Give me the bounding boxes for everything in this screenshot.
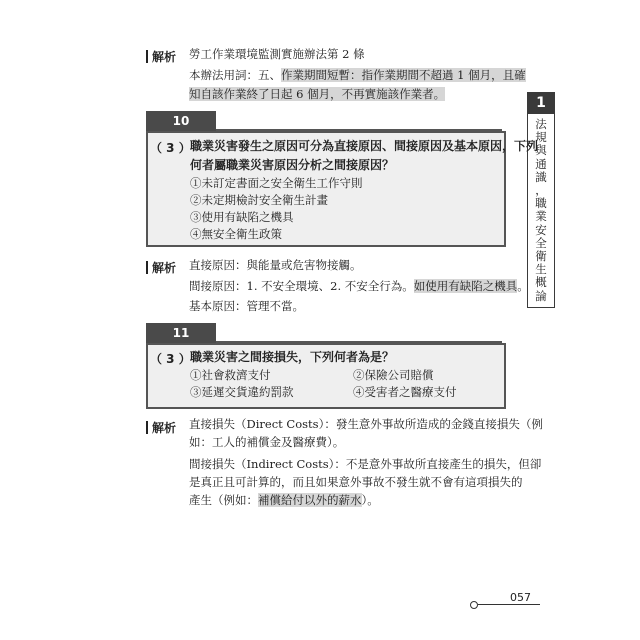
analysis-2-line-2 [189,276,529,297]
analysis-1-line-1: 勞工作業環境監測實施辦法第 2 條 [189,47,365,61]
question-11-rule [216,341,502,343]
chapter-title-char: 規 [535,130,547,145]
question-11-box [146,326,506,409]
question-10-number: 10 [146,111,216,131]
analysis-label-3: 解析 [146,419,176,436]
analysis-1-line-2-prefix: 本辦法用詞：五、 [189,68,281,82]
question-10-option-3: ③使用有缺陷之機具 [190,210,294,224]
chapter-title-char: 法 [535,117,547,131]
chapter-title-char: 職 [535,196,547,211]
question-10-box [146,114,539,247]
question-10-stem-line-2: 何者屬職業災害原因分析之間接原因？ [190,158,395,172]
question-11-option-2: ②保險公司賠償 [353,368,434,382]
analysis-3-p2-line-1: 間接損失（Indirect Costs）：不是意外事故所直接產生的損失，但卻 [189,457,542,471]
question-11-answer: （ 3 ） [150,352,191,366]
analysis-2-highlight: 如使用有缺陷之機具 [413,279,518,293]
question-11-option-3: ③延遲交貨違約罰款 [190,385,294,399]
chapter-title-char: 與 [535,143,547,158]
analysis-3-p2-line-2: 是真正且可計算的，而且如果意外事故不發生就不會有這項損失的 [189,475,523,489]
footer-circle-icon [470,601,478,609]
chapter-title-char: 衛 [535,249,547,264]
question-10-option-4: ④無安全衛生政策 [190,227,282,241]
question-10-stem-line-1: 職業災害發生之原因可分為直接原因、間接原因及基本原因，下列 [190,139,539,153]
analysis-1-line-2 [189,65,526,86]
page-footer [470,591,542,608]
analysis-1-highlight-b: 知自該作業終了日起 6 個月，不再實施該作業者。 [189,87,446,101]
chapter-title-char: 全 [535,235,547,250]
analysis-2-line-3: 基本原因：管理不當。 [189,299,304,313]
chapter-title-char: 識 [535,169,547,184]
question-11-option-4: ④受害者之醫療支付 [353,385,457,399]
analysis-3-line-3-suffix: ）。 [361,493,379,507]
chapter-title-char: 安 [535,222,547,237]
analysis-1-line-3 [189,84,445,105]
analysis-2-line-1: 直接原因：與能量或危害物接觸。 [189,258,362,272]
question-11-option-1: ①社會救濟支付 [190,368,271,382]
question-10-answer: （ 3 ） [150,141,191,155]
chapter-tab [527,92,555,308]
analysis-label-2: 解析 [146,259,176,276]
analysis-3-p2-line-3 [189,490,379,511]
analysis-2-line-2-suffix: 。 [517,279,529,293]
page-number: 057 [510,591,531,604]
question-10-option-1: ①未訂定書面之安全衛生工作守則 [190,176,363,190]
question-10-rule [216,129,502,131]
analysis-3-p1-line-1: 直接損失（Direct Costs）：發生意外事故所造成的金錢直接損失（例 [189,417,543,431]
analysis-3-line-3-prefix: 產生（例如： [189,493,258,507]
chapter-title-char: 通 [535,156,547,171]
chapter-title-char: 生 [535,262,547,277]
chapter-title-char: 業 [535,209,547,224]
chapter-title-char: 論 [535,288,547,303]
footer-rule [478,604,540,605]
chapter-number: 1 [527,92,555,114]
question-10-option-2: ②未定期檢討安全衛生計畫 [190,193,328,207]
analysis-3-p1-line-2: 如：工人的補償金及醫療費）。 [189,435,345,449]
chapter-title-char: ， [535,183,547,198]
question-11-number: 11 [146,323,216,343]
analysis-2-line-2-prefix: 間接原因：1. 不安全環境、2. 不安全行為。 [189,279,414,293]
question-11-stem: 職業災害之間接損失，下列何者為是？ [190,350,395,364]
analysis-1-highlight-a: 作業期間短暫：指作業期間不超過 1 個月，且確 [281,68,526,82]
analysis-3-highlight: 補償給付以外的薪水 [258,493,362,507]
chapter-title-char: 概 [535,275,547,290]
analysis-label-1: 解析 [146,48,176,65]
